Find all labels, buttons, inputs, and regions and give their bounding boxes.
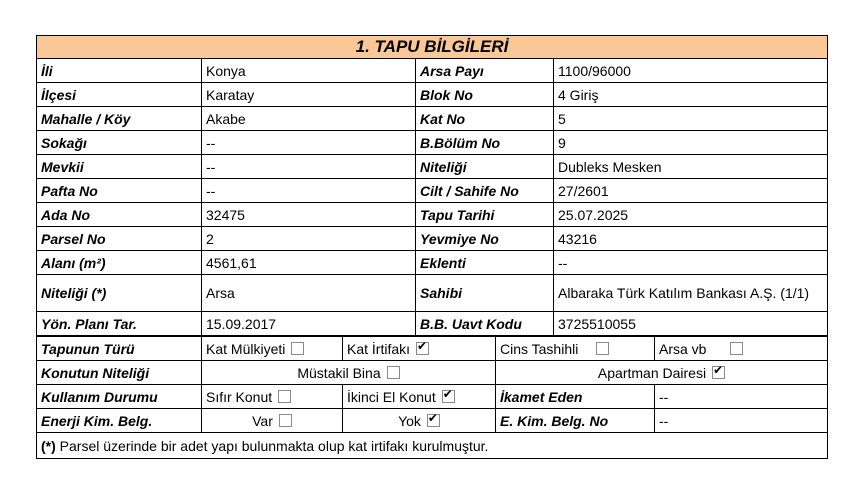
info-value: 5 [554,107,828,131]
info-label: Sahibi [416,275,554,312]
info-row [37,59,828,83]
tapu-turu-label: Tapunun Türü [37,337,202,361]
ikamet-eden-label: İkamet Eden [496,385,655,409]
option-sifir-konut[interactable]: Sıfır Konut [202,385,343,409]
info-value: Albaraka Türk Katılım Bankası A.Ş. (1/1) [554,275,828,312]
footnote-text: Parsel üzerinde bir adet yapı bulunmakta olup kat irtifakı kurulmuştur. [55,437,489,454]
info-value: 9 [554,131,828,155]
checkbox[interactable] [730,342,743,355]
info-table [36,35,828,336]
info-label: Sokağı [37,131,202,155]
info-label: Yön. Planı Tar. [37,312,202,336]
checkbox[interactable] [427,414,440,427]
info-value: Karatay [202,83,416,107]
info-value: Akabe [202,107,416,131]
konut-niteligi-row [37,361,828,385]
info-row [37,251,828,275]
info-row [37,203,828,227]
info-value: 15.09.2017 [202,312,416,336]
info-value: 43216 [554,227,828,251]
info-row [37,275,828,312]
info-label: Yevmiye No [416,227,554,251]
konut-niteligi-label: Konutun Niteliği [37,361,202,385]
belge-no-value: -- [655,409,828,433]
info-label: İlçesi [37,83,202,107]
info-label: Tapu Tarihi [416,203,554,227]
info-label: B.B. Uavt Kodu [416,312,554,336]
info-label: Alanı (m²) [37,251,202,275]
info-row [37,131,828,155]
info-value: 4 Giriş [554,83,828,107]
info-label: Kat No [416,107,554,131]
ikamet-eden-value: -- [655,385,828,409]
checkbox[interactable] [278,390,291,403]
info-value: 4561,61 [202,251,416,275]
info-row [37,179,828,203]
info-value: 25.07.2025 [554,203,828,227]
info-label: Ada No [37,203,202,227]
info-value: 2 [202,227,416,251]
info-value: -- [202,131,416,155]
enerji-label: Enerji Kim. Belg. [37,409,202,433]
info-label: Niteliği [416,155,554,179]
info-value: 27/2601 [554,179,828,203]
info-value: -- [202,155,416,179]
info-row [37,83,828,107]
checkbox[interactable] [387,366,400,379]
info-row [37,155,828,179]
status-table [36,336,828,459]
checkbox[interactable] [596,342,609,355]
info-value: -- [202,179,416,203]
info-label: Eklenti [416,251,554,275]
info-label: Blok No [416,83,554,107]
option-var[interactable]: Var [202,409,343,433]
option-kat-mulkiyeti[interactable]: Kat Mülkiyeti [202,337,343,361]
option-arsa-vb[interactable]: Arsa vb [655,337,828,361]
option-ikinci-el-konut[interactable]: İkinci El Konut✔ [343,385,496,409]
option-kat-irtifaki[interactable]: Kat İrtifakı✔ [343,337,496,361]
footnote-row [37,433,828,459]
info-label: Cilt / Sahife No [416,179,554,203]
checkbox[interactable] [442,390,455,403]
checkbox[interactable] [712,366,725,379]
info-value: 1100/96000 [554,59,828,83]
info-label: Arsa Payı [416,59,554,83]
info-row [37,312,828,336]
info-row [37,107,828,131]
info-label: B.Bölüm No [416,131,554,155]
info-label: Mahalle / Köy [37,107,202,131]
info-label: İli [37,59,202,83]
tapu-bilgileri-form [36,35,827,459]
info-value: Arsa [202,275,416,312]
info-label: Niteliği (*) [37,275,202,312]
info-value: 3725510055 [554,312,828,336]
info-label: Mevkii [37,155,202,179]
info-rows [37,59,828,336]
info-value: -- [554,251,828,275]
tapu-turu-row [37,337,828,361]
info-label: Pafta No [37,179,202,203]
info-value: Dubleks Mesken [554,155,828,179]
footnote-mark: (*) [41,437,56,454]
info-value: 32475 [202,203,416,227]
info-value: Konya [202,59,416,83]
kullanim-durumu-label: Kullanım Durumu [37,385,202,409]
info-row [37,227,828,251]
option-mustakil-bina[interactable]: Müstakil Bina [202,361,496,385]
checkbox[interactable] [291,342,304,355]
checkbox[interactable] [279,414,292,427]
checkbox[interactable] [416,342,429,355]
option-apartman-dairesi[interactable]: Apartman Dairesi✔ [496,361,828,385]
belge-no-label: E. Kim. Belg. No [496,409,655,433]
footnote [37,433,828,459]
option-cins-tashihli[interactable]: Cins Tashihli [496,337,655,361]
kullanim-durumu-row [37,385,828,409]
enerji-row [37,409,828,433]
option-yok[interactable]: Yok✔ [343,409,496,433]
info-label: Parsel No [37,227,202,251]
section-title: 1. TAPU BİLGİLERİ [37,36,828,59]
